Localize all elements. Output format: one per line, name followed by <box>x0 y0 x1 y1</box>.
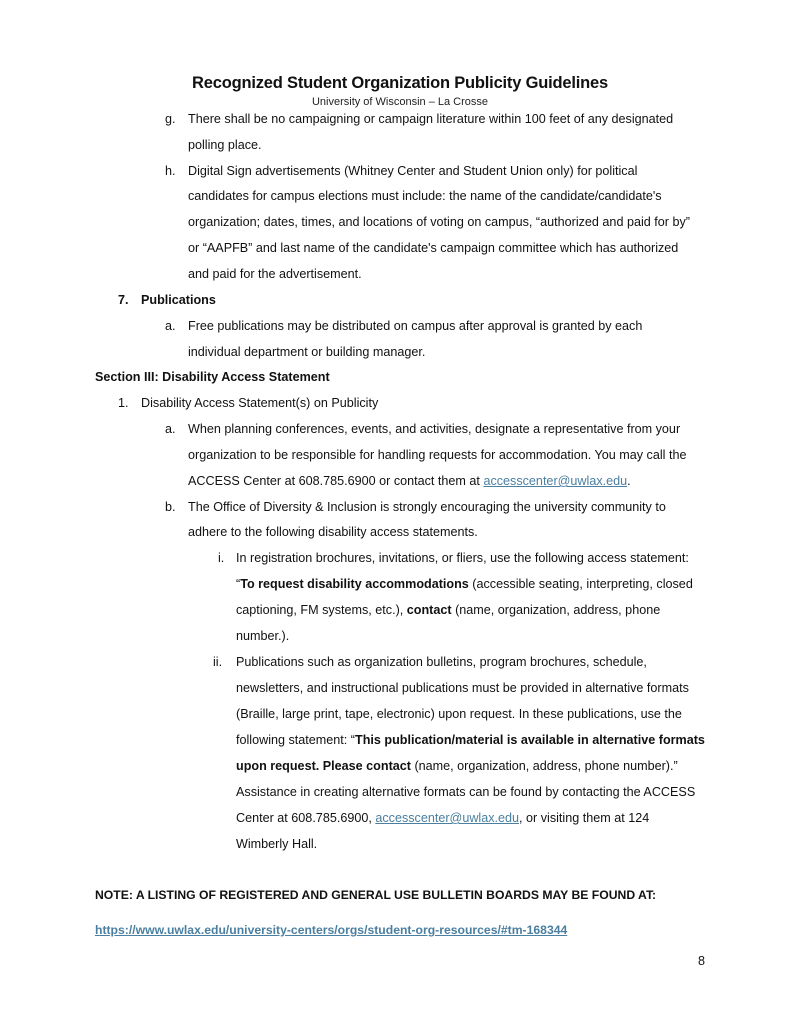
item-g-line-1: There shall be no campaigning or campaign literature within 100 feet of any designated <box>188 112 674 126</box>
note-url-wrapper <box>95 922 567 938</box>
item-ii-line-5 <box>236 758 678 774</box>
item-i-open-quote: “ <box>236 577 241 591</box>
item-i-contact-bold: contact <box>406 603 452 617</box>
page-subtitle: University of Wisconsin – La Crosse <box>311 96 489 108</box>
item-g-line-2: polling place. <box>188 138 262 152</box>
item-i-marker: i. <box>218 551 225 565</box>
item-ii-line-8: Wimberly Hall. <box>236 837 318 851</box>
page-title: Recognized Student Organization Publicity Guidelines <box>192 74 608 92</box>
bulletin-board-url-link[interactable]: https://www.uwlax.edu/university-centers/orgs/student-org-resources/#tm-168344 <box>95 923 568 937</box>
access-center-email-link-2[interactable]: accesscenter@uwlax.edu <box>375 811 520 825</box>
item-ii-statement-bold-1: This publication/material is available in alternative formats <box>355 733 705 747</box>
item-ii-line-2: newsletters, and instructional publications must be provided in alternative formats <box>236 681 689 695</box>
item-h-line-4: or “AAPFB” and last name of the candidate's campaign committee which has authorized <box>188 241 679 255</box>
item-i-line-3-post: (name, organization, address, phone <box>451 603 661 617</box>
item-i-line-4: number.). <box>236 629 290 643</box>
section-3-heading: Section III: Disability Access Statement <box>95 370 330 384</box>
item-h-line-5: and paid for the advertisement. <box>188 267 362 281</box>
item-ii-line-4-pre: following statement: “ <box>236 733 355 747</box>
item-3b-line-2: adhere to the following disability access statements. <box>188 525 478 539</box>
page-number: 8 <box>698 954 706 968</box>
item-ii-line-7-post: , or visiting them at 124 <box>519 811 650 825</box>
item-7a-line-2: individual department or building manager. <box>188 345 426 359</box>
item-ii-line-7 <box>236 810 649 826</box>
item-ii-line-4 <box>236 732 705 748</box>
item-i-line-3 <box>236 602 660 618</box>
item-ii-line-6: Assistance in creating alternative formats can be found by contacting the ACCESS <box>236 785 696 799</box>
item-i-line-3-pre: captioning, FM systems, etc.), <box>236 603 407 617</box>
item-ii-marker: ii. <box>213 655 223 669</box>
item-3a-marker: a. <box>165 422 176 436</box>
section-3-item-1-marker: 1. <box>118 396 129 410</box>
item-ii-line-7-pre: Center at 608.785.6900, <box>236 811 376 825</box>
item-ii-line-5-post: (name, organization, address, phone number).” <box>410 759 678 773</box>
item-i-bold-phrase: To request disability accommodations <box>240 577 469 591</box>
item-3a-line-1: When planning conferences, events, and activities, designate a representative from your <box>188 422 681 436</box>
item-3a-line-2: organization to be responsible for handling requests for accommodation. You may call the <box>188 448 687 462</box>
item-h-marker: h. <box>165 164 176 178</box>
item-7a-marker: a. <box>165 319 176 333</box>
item-h-line-2: candidates for campus elections must include: the name of the candidate/candidate's <box>188 189 662 203</box>
item-i-line-2 <box>236 576 693 592</box>
item-3a-line-3 <box>188 473 631 489</box>
access-center-email-link[interactable]: accesscenter@uwlax.edu <box>483 474 628 488</box>
section-7-marker: 7. <box>118 293 129 307</box>
item-3b-marker: b. <box>165 500 176 514</box>
item-i-line-2-rest: (accessible seating, interpreting, closed <box>468 577 693 591</box>
item-h-line-1: Digital Sign advertisements (Whitney Center and Student Union only) for political <box>188 164 638 178</box>
item-3b-line-1: The Office of Diversity & Inclusion is strongly encouraging the university community to <box>188 500 666 514</box>
section-3-item-1-title: Disability Access Statement(s) on Publicity <box>141 396 379 410</box>
item-h-line-3: organization; dates, times, and locations of voting on campus, “authorized and paid for by” <box>188 215 690 229</box>
bulletin-board-note: NOTE: A LISTING OF REGISTERED AND GENERAL USE BULLETIN BOARDS MAY BE FOUND AT: <box>95 888 657 902</box>
item-i-line-1: In registration brochures, invitations, or fliers, use the following access statement: <box>236 551 689 565</box>
item-g-marker: g. <box>165 112 176 126</box>
section-7-title: Publications <box>141 293 216 307</box>
item-ii-line-3: (Braille, large print, tape, electronic) upon request. In these publications, use the <box>236 707 682 721</box>
item-ii-line-1: Publications such as organization bulletins, program brochures, schedule, <box>236 655 647 669</box>
item-7a-line-1: Free publications may be distributed on campus after approval is granted by each <box>188 319 643 333</box>
item-ii-statement-bold-2: upon request. Please contact <box>236 759 411 773</box>
item-3a-line-3-text: ACCESS Center at 608.785.6900 or contact them at <box>188 474 484 488</box>
item-3a-line-3-end: . <box>627 474 631 488</box>
